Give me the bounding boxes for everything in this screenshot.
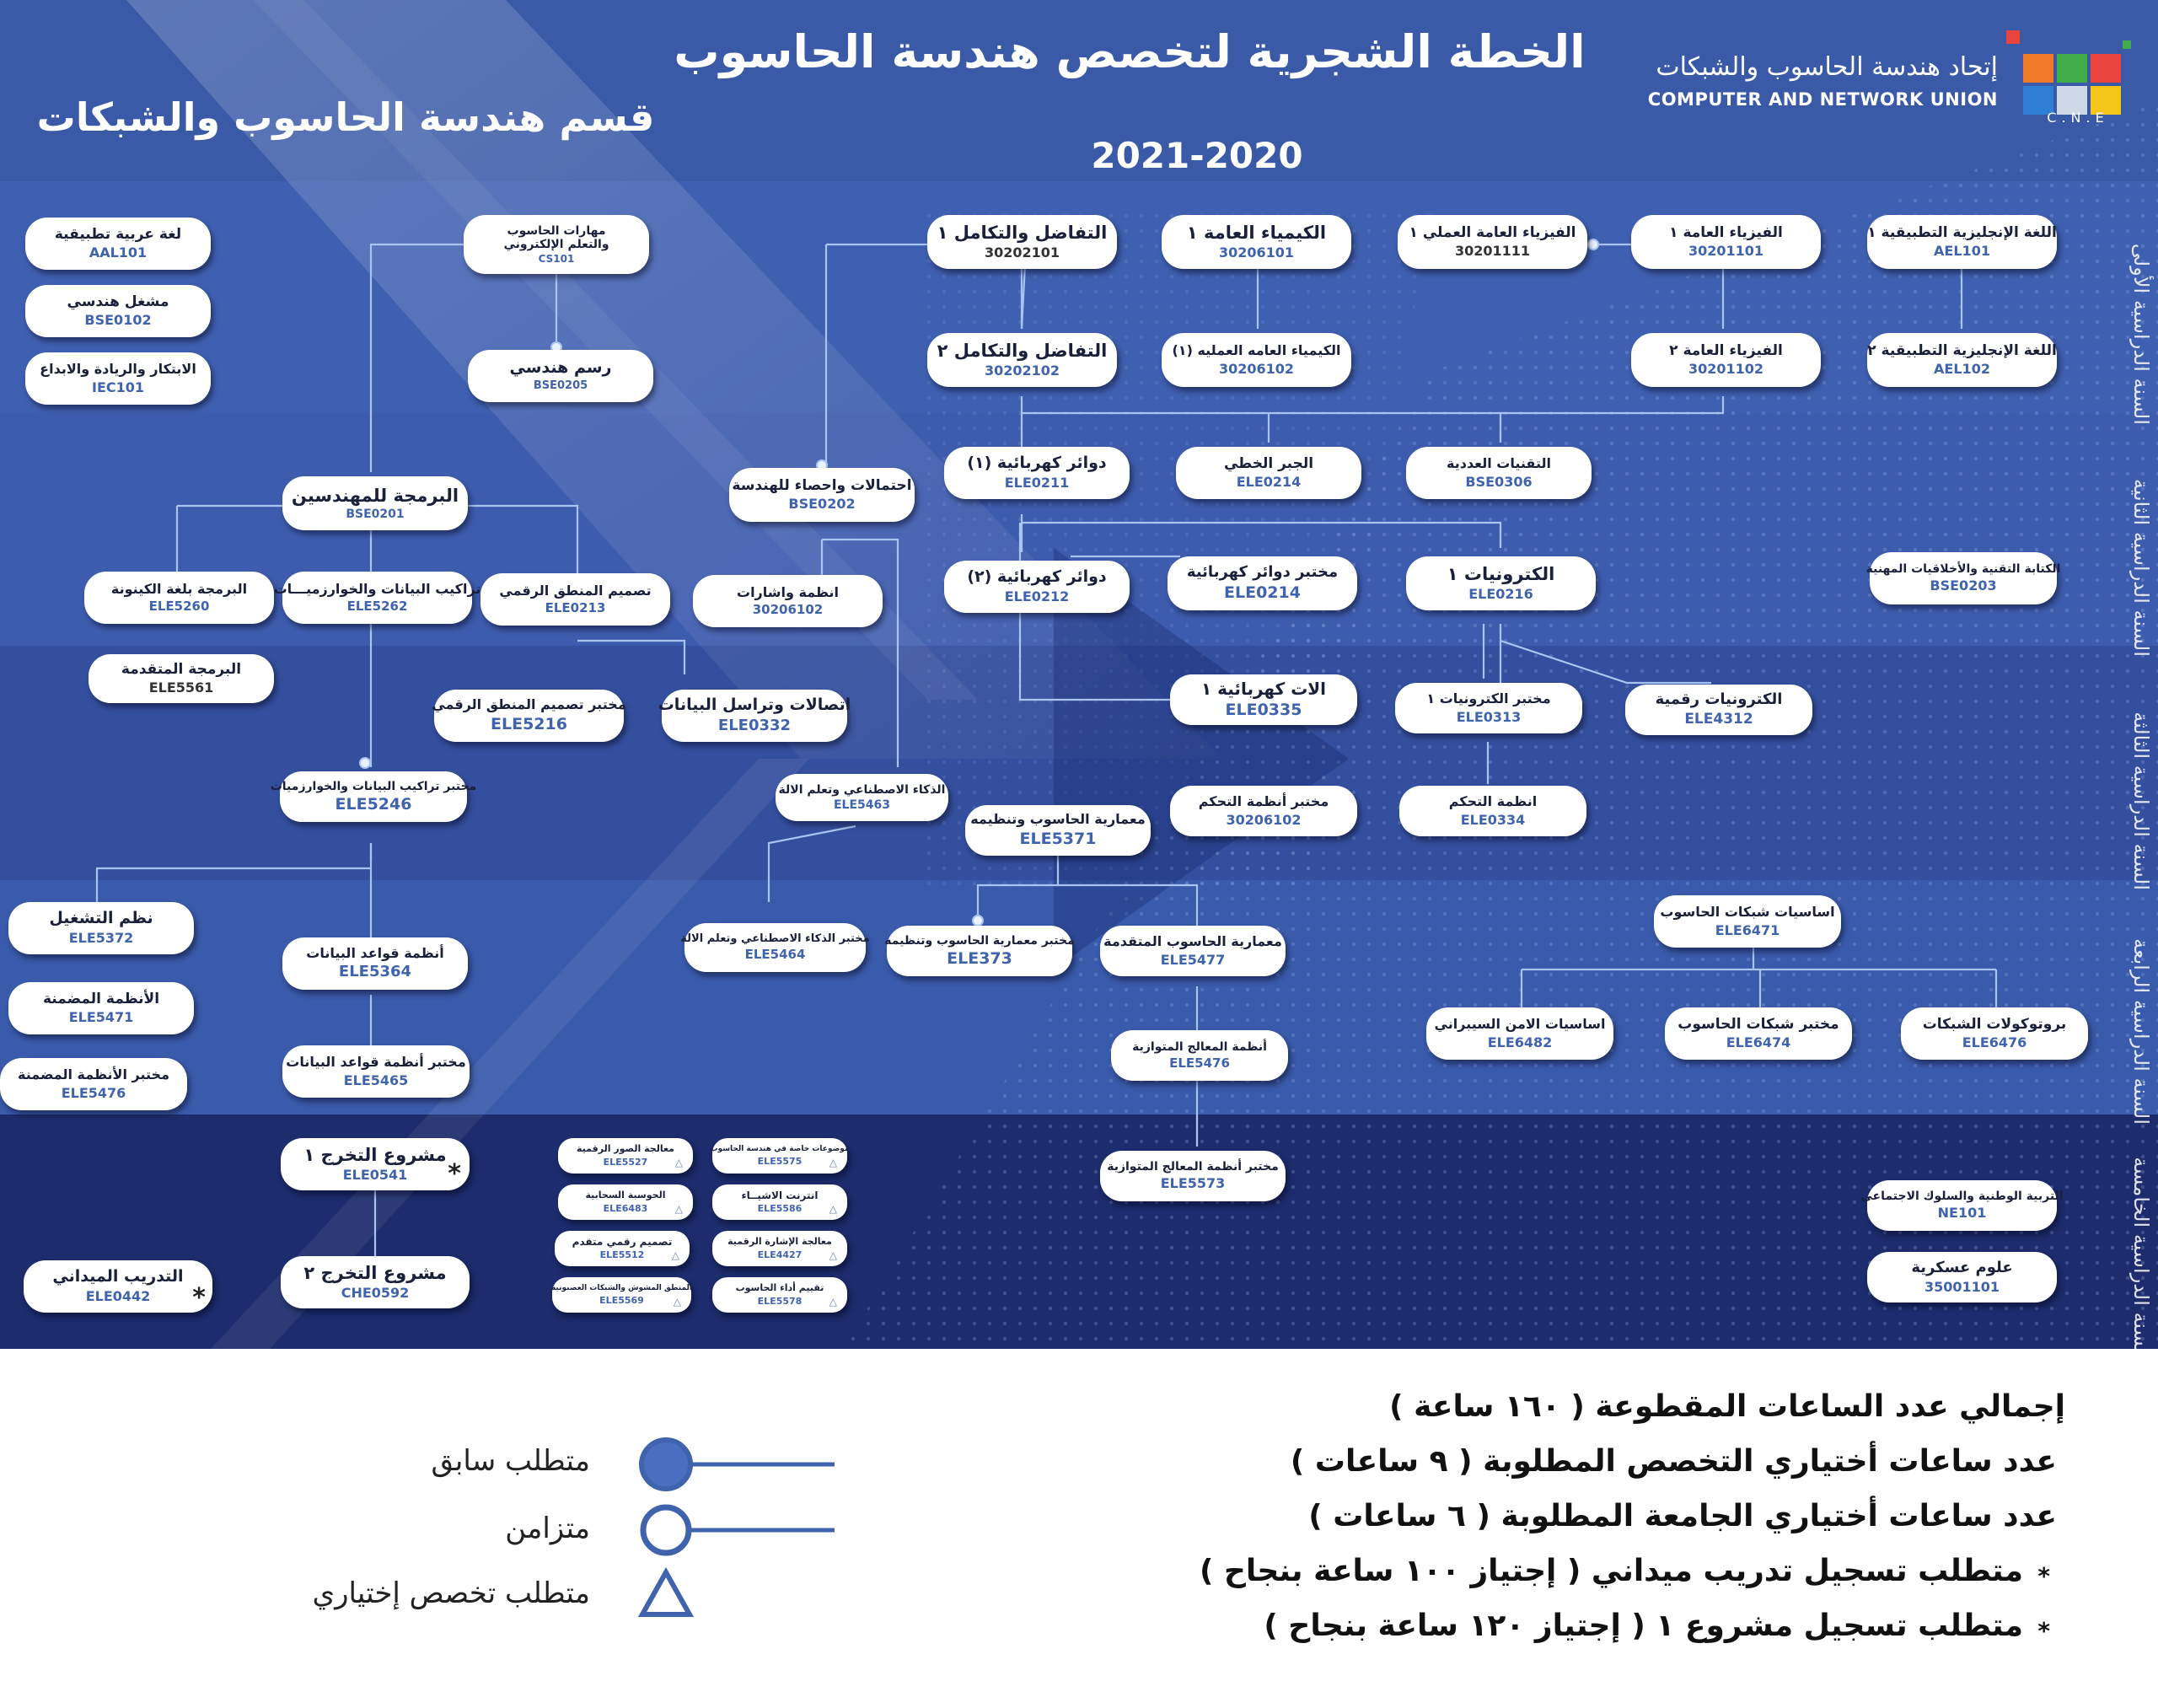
course-name: الكترونيات ١ — [1447, 564, 1555, 585]
course-code: ELE5573 — [1160, 1175, 1226, 1192]
course-name: اساسيات الامن السيبراني — [1434, 1016, 1606, 1033]
course-name: الجبر الخطي — [1223, 454, 1314, 472]
note-university-elective-hours: عدد ساعات أختياري الجامعة المطلوبة ( ٦ ساعات ) — [1308, 1499, 2057, 1533]
prerequisite-icon — [641, 1440, 690, 1489]
course-name: التربية الوطنية والسلوك الاجتماعي — [1860, 1190, 2064, 1204]
course-cs101[interactable] — [464, 215, 649, 274]
course-code: CS101 — [538, 252, 575, 265]
elective-triangle-icon — [642, 1572, 690, 1614]
course-name: مختبر الذكاء الاصطناعي وتعلم الالة — [680, 932, 870, 945]
star-marker: * — [192, 1283, 206, 1313]
course-name: الأنظمة المضمنة — [42, 990, 160, 1007]
course-name: انظمة التحكم — [1448, 793, 1538, 810]
course-name: معمارية الحاسوب وتنظيمه — [970, 811, 1146, 828]
course-ele5262[interactable] — [273, 572, 481, 624]
course-name: تصميم رقمي متقدم — [572, 1235, 673, 1248]
course-code: AAL101 — [89, 244, 148, 261]
course-name: المنطق المشوش والشبكات العصبونية — [551, 1284, 692, 1293]
course-name: الذكاء الاصطناعي وتعلم الالة — [778, 782, 946, 797]
course-name: انظمة واشارات — [736, 583, 840, 600]
course-ele5573[interactable] — [1100, 1151, 1286, 1201]
legend-symbols — [624, 1408, 843, 1627]
course-chem1[interactable] — [1162, 215, 1351, 269]
course-name: الفيزياء العامة ١ — [1669, 223, 1783, 241]
legend-corequisite: متزامن — [505, 1512, 590, 1545]
course-code: 30202101 — [984, 244, 1060, 261]
course-name: مختبر أنظمة التحكم — [1198, 793, 1329, 810]
course-name: اللغة الإنجليزية التطبيقية ٢ — [1867, 341, 2057, 359]
course-ele4312[interactable] — [1625, 685, 1812, 735]
academic-year: 2021-2020 — [1091, 135, 1303, 176]
course-ele5476-embedded-lab[interactable] — [0, 1058, 187, 1110]
note-total-hours: إجمالي عدد الساعات المقطوعة ( ١٦٠ ساعة ) — [1389, 1389, 2065, 1424]
course-ele5561[interactable] — [89, 654, 274, 703]
course-name: مشروع التخرج ١ — [303, 1145, 447, 1166]
course-code: BSE0102 — [84, 312, 152, 329]
course-ele6471[interactable] — [1654, 895, 1841, 948]
course-name: اساسيات شبكات الحاسوب — [1660, 904, 1835, 921]
course-ele0212[interactable] — [944, 561, 1130, 613]
course-ele0313[interactable] — [1395, 683, 1582, 733]
course-code: ELE6483 — [603, 1202, 648, 1214]
course-code: 35001101 — [1924, 1278, 2000, 1295]
course-ele6474[interactable] — [1665, 1007, 1852, 1060]
course-name: اللغة الإنجليزية التطبيقية ١ — [1867, 223, 2057, 241]
course-code: 30201111 — [1454, 243, 1531, 260]
course-name: التقنيات العددية — [1447, 455, 1551, 472]
course-code: ELE5262 — [346, 599, 408, 615]
course-code: BSE0203 — [1930, 577, 1997, 594]
course-phys2[interactable] — [1631, 333, 1821, 387]
course-name: الابتكار والريادة والابداع — [40, 361, 196, 378]
course-aal101[interactable] — [25, 218, 211, 270]
course-code: ELE0214 — [1236, 474, 1302, 491]
course-che0592[interactable] — [281, 1256, 470, 1308]
course-ele0335[interactable] — [1170, 674, 1357, 725]
course-linear-algebra[interactable] — [1176, 447, 1361, 499]
course-name: الفيزياء العامة العملي ١ — [1409, 223, 1576, 241]
course-code: ELE5371 — [1019, 829, 1097, 848]
course-bse0203[interactable] — [1865, 552, 2061, 604]
course-name: الكترونيات رقمية — [1655, 690, 1783, 709]
course-code: NE101 — [1937, 1205, 1987, 1222]
elective-triangle-icon: △ — [829, 1157, 837, 1168]
course-ele5465[interactable] — [282, 1045, 470, 1098]
course-code: ELE5372 — [68, 930, 134, 947]
course-code: ELE6471 — [1715, 921, 1780, 938]
corequisite-icon — [643, 1507, 689, 1553]
course-ele0442[interactable] — [24, 1260, 212, 1313]
course-code: 30202102 — [984, 363, 1060, 379]
year-5-label: السنة الدراسية الخامسة — [2129, 1157, 2153, 1359]
course-code: BSE0201 — [346, 507, 405, 521]
elective-triangle-icon: △ — [671, 1249, 679, 1261]
course-circuits-lab[interactable] — [1168, 556, 1357, 610]
course-name: التفاضل والتكامل ١ — [937, 223, 1108, 244]
course-code: ELE4427 — [757, 1249, 803, 1260]
course-code: ELE5561 — [148, 679, 214, 696]
course-code: ELE5471 — [68, 1009, 134, 1026]
course-code: BSE0202 — [788, 496, 856, 513]
course-ele5371[interactable] — [965, 805, 1151, 856]
course-code: ELE5569 — [599, 1294, 644, 1306]
course-name: اتصالات وتراسل البيانات — [658, 696, 851, 715]
course-code: AEL102 — [1934, 361, 1990, 378]
course-ele6482[interactable] — [1426, 1007, 1613, 1060]
course-ele5471[interactable] — [8, 982, 194, 1034]
course-name: لغة عربية تطبيقية — [54, 225, 182, 243]
year-3-label: السنة الدراسية الثالثة — [2129, 712, 2153, 890]
elective-ele5586[interactable] — [712, 1184, 847, 1220]
elective-triangle-icon: △ — [829, 1203, 837, 1215]
course-name: الكتابة التقنية والأخلاقيات المهنية — [1865, 562, 2061, 577]
star-marker: * — [2037, 1617, 2050, 1645]
course-code: AEL101 — [1934, 243, 1990, 260]
course-name: رسم هندسي — [509, 358, 612, 378]
course-ael102[interactable] — [1867, 333, 2057, 387]
course-ele0332[interactable] — [658, 690, 851, 742]
course-name: مختبر دوائر كهربائية — [1186, 563, 1339, 582]
course-ele5372[interactable] — [8, 902, 194, 954]
elective-ele5578[interactable] — [712, 1277, 847, 1313]
course-bse0306[interactable] — [1406, 447, 1592, 499]
course-code: ELE5578 — [757, 1295, 803, 1307]
elective-triangle-icon: △ — [673, 1296, 681, 1308]
course-ele0213[interactable] — [480, 573, 670, 626]
course-code: 30206102 — [752, 602, 824, 618]
course-name: أنظمة قواعد البيانات — [306, 945, 444, 961]
star-marker: * — [2037, 1562, 2050, 1590]
course-name: أنظمة المعالج المتوازية — [1132, 1039, 1267, 1054]
course-ele373[interactable] — [884, 926, 1075, 976]
course-chem-lab[interactable] — [1162, 333, 1351, 387]
course-ele0216[interactable] — [1406, 556, 1596, 610]
course-code: ELE0334 — [1460, 811, 1526, 828]
course-ele5476-parallel[interactable] — [1111, 1030, 1288, 1081]
elective-ele5569[interactable] — [552, 1277, 691, 1313]
course-code: 30206101 — [1218, 244, 1295, 261]
elective-ele5575[interactable] — [710, 1138, 850, 1174]
course-name: نظم التشغيل — [49, 909, 153, 928]
course-name: البرمجة المتقدمة — [121, 660, 242, 678]
course-name: الحوسبة السحابية — [585, 1190, 666, 1201]
course-code: ELE0211 — [1004, 475, 1070, 491]
course-code: 30206102 — [1226, 811, 1302, 828]
course-code: ELE5465 — [343, 1072, 409, 1088]
elective-ele6483[interactable] — [558, 1184, 693, 1220]
course-code: ELE0214 — [1224, 583, 1301, 602]
course-ele5477[interactable] — [1100, 926, 1286, 976]
course-name: مهارات الحاسوب والتعلم الإلكتروني — [503, 223, 609, 251]
course-code: ELE5246 — [335, 794, 412, 814]
union-name-english: COMPUTER AND NETWORK UNION — [1647, 89, 1998, 110]
course-code: ELE5463 — [833, 798, 890, 812]
course-ele5260[interactable] — [84, 572, 274, 624]
course-code: ELE5364 — [338, 963, 412, 981]
course-code: ELE5464 — [744, 947, 806, 963]
course-name: التدريب الميداني — [52, 1267, 184, 1286]
course-name: مختبر الكترونيات ١ — [1426, 690, 1551, 707]
course-ele6476[interactable] — [1901, 1007, 2088, 1060]
course-code: 30201101 — [1688, 243, 1764, 260]
course-control-lab[interactable] — [1170, 786, 1357, 836]
course-name: مختبر تصميم المنطق الرقمي — [432, 696, 626, 713]
note-project-requirement: متطلب تسجيل مشروع ١ ( إجتياز ١٢٠ ساعة بنجاح ) — [1264, 1609, 2023, 1643]
course-name: مختبر الأنظمة المضمنة — [18, 1066, 169, 1083]
course-name: الكيمياء العامه العمليه (١) — [1172, 342, 1341, 359]
course-name: انترنت الاشيــاء — [741, 1189, 819, 1201]
star-marker: * — [448, 1159, 461, 1189]
course-name: الات كهربائية ١ — [1200, 679, 1327, 700]
course-code: ELE6474 — [1726, 1034, 1791, 1051]
course-name: تصميم المنطق الرقمي — [499, 582, 652, 599]
course-code: 30206102 — [1218, 360, 1295, 377]
course-code: ELE5260 — [148, 599, 210, 615]
course-name: دوائر كهربائية (٢) — [967, 567, 1107, 587]
course-name: دوائر كهربائية (١) — [967, 454, 1107, 473]
course-phys1[interactable] — [1631, 215, 1821, 269]
note-training-requirement: متطلب تسجيل تدريب ميداني ( إجتياز ١٠٠ ساعة بنجاح ) — [1199, 1554, 2023, 1588]
course-code: ELE6476 — [1962, 1034, 2027, 1051]
course-ele0334[interactable] — [1399, 786, 1586, 836]
course-code: ELE6482 — [1487, 1034, 1553, 1050]
course-code: CHE0592 — [341, 1285, 410, 1302]
course-code: ELE0335 — [1225, 701, 1302, 720]
course-name: احتمالات واحصاء للهندسة — [732, 476, 912, 494]
course-military-science[interactable] — [1867, 1252, 2057, 1302]
elective-triangle-icon: △ — [674, 1157, 683, 1168]
course-ele5216[interactable] — [434, 690, 624, 742]
department-title: قسم هندسة الحاسوب والشبكات — [36, 94, 655, 140]
elective-triangle-icon: △ — [674, 1203, 683, 1215]
course-ele5463[interactable] — [776, 774, 948, 821]
course-ele5464[interactable] — [680, 923, 870, 972]
elective-triangle-icon: △ — [829, 1296, 837, 1308]
course-calc1[interactable] — [927, 215, 1117, 269]
elective-ele5527[interactable] — [558, 1138, 693, 1174]
course-code: ELE0313 — [1456, 708, 1522, 725]
course-signals-systems[interactable] — [693, 575, 883, 627]
course-bse0201[interactable] — [282, 476, 468, 530]
course-code: ELE5512 — [599, 1249, 645, 1261]
elective-triangle-icon: △ — [829, 1249, 837, 1261]
legend-prerequisite: متطلب سابق — [431, 1444, 590, 1478]
course-name: التفاضل والتكامل ٢ — [937, 341, 1108, 362]
course-code: ELE5476 — [61, 1084, 126, 1101]
course-name: معالجة الإشارة الرقمية — [727, 1236, 832, 1248]
course-code: BSE0306 — [1465, 473, 1533, 490]
course-code: ELE0216 — [1468, 586, 1533, 603]
year-4-label: السنة الدراسية الرابعة — [2129, 938, 2153, 1125]
course-code: BSE0205 — [533, 379, 588, 393]
course-name: البرمجة بلغة الكينونة — [110, 580, 248, 597]
course-code: IEC101 — [91, 379, 145, 395]
course-name: مشروع التخرج ٢ — [303, 1263, 447, 1284]
course-name: تراكيب البيانات والخوارزميـــات — [273, 580, 481, 597]
course-code: ELE0213 — [545, 600, 606, 616]
note-major-elective-hours: عدد ساعات أختياري التخصص المطلوبة ( ٩ ساعات ) — [1290, 1444, 2057, 1479]
course-name: معالجة الصور الرقمية — [577, 1143, 674, 1155]
course-ele5364[interactable] — [282, 937, 468, 990]
logo-text: C.N.E — [2047, 110, 2109, 126]
course-ele0541[interactable] — [281, 1138, 470, 1190]
course-code: ELE5216 — [491, 714, 567, 733]
course-bse0202[interactable] — [729, 468, 915, 522]
course-name: البرمجة للمهندسين — [291, 485, 459, 506]
union-name-arabic: إتحاد هندسة الحاسوب والشبكات — [1656, 52, 1998, 82]
page-title: الخطة الشجرية لتخصص هندسة الحاسوب — [674, 25, 1586, 78]
course-code: 30201102 — [1688, 361, 1764, 378]
course-code: ELE5476 — [1169, 1055, 1230, 1072]
course-calc2[interactable] — [927, 333, 1117, 387]
legend-elective: متطلب تخصص إختياري — [312, 1576, 590, 1610]
course-name: مشغل هندسي — [67, 293, 169, 310]
course-code: ELE5527 — [603, 1156, 648, 1168]
course-code: ELE5575 — [757, 1155, 803, 1167]
course-name: مختبر أنظمة المعالج المتوازية — [1107, 1160, 1279, 1174]
course-code: ELE5586 — [757, 1203, 803, 1215]
elective-ele4427[interactable] — [712, 1231, 847, 1266]
year-2-label: السنة الدراسية الثانية — [2129, 478, 2153, 657]
elective-ele5512[interactable] — [555, 1231, 690, 1266]
course-iec101[interactable] — [25, 352, 211, 405]
course-name: الكيمياء العامة ١ — [1186, 223, 1327, 244]
course-code: ELE5477 — [1160, 951, 1226, 968]
course-code: ELE373 — [947, 948, 1012, 968]
course-ele0211[interactable] — [944, 447, 1130, 499]
course-name: الفيزياء العامة ٢ — [1669, 341, 1783, 359]
course-code: ELE0332 — [717, 717, 792, 735]
course-bse0102[interactable] — [25, 285, 211, 337]
course-name: معمارية الحاسوب المتقدمة — [1103, 933, 1282, 950]
course-name: مختبر تراكيب البيانات والخوارزميات — [270, 779, 477, 793]
course-name: علوم عسكرية — [1911, 1259, 2013, 1277]
course-name: بروتوكولات الشبكات — [1922, 1015, 2067, 1033]
course-name: تقييم أداء الحاسوب — [735, 1282, 824, 1294]
course-code: ELE4312 — [1684, 711, 1753, 728]
course-ael101[interactable] — [1867, 215, 2057, 269]
course-name: موضوعات خاصة في هندسة الحاسوب — [710, 1145, 850, 1154]
course-ele5246[interactable] — [270, 771, 477, 822]
course-name: مختبر معمارية الحاسوب وتنظيمه — [884, 933, 1075, 948]
course-bse0205[interactable] — [468, 350, 653, 402]
course-physics-lab[interactable] — [1398, 215, 1587, 269]
course-ne101[interactable] — [1860, 1180, 2064, 1231]
course-code: ELE0442 — [85, 1288, 151, 1305]
course-name: مختبر شبكات الحاسوب — [1678, 1015, 1839, 1033]
year-1-label: السنة الدراسية الأولى — [2129, 243, 2153, 425]
course-code: ELE0541 — [342, 1167, 408, 1184]
course-code: ELE0212 — [1004, 588, 1070, 605]
course-name: مختبر أنظمة قواعد البيانات — [286, 1054, 466, 1071]
